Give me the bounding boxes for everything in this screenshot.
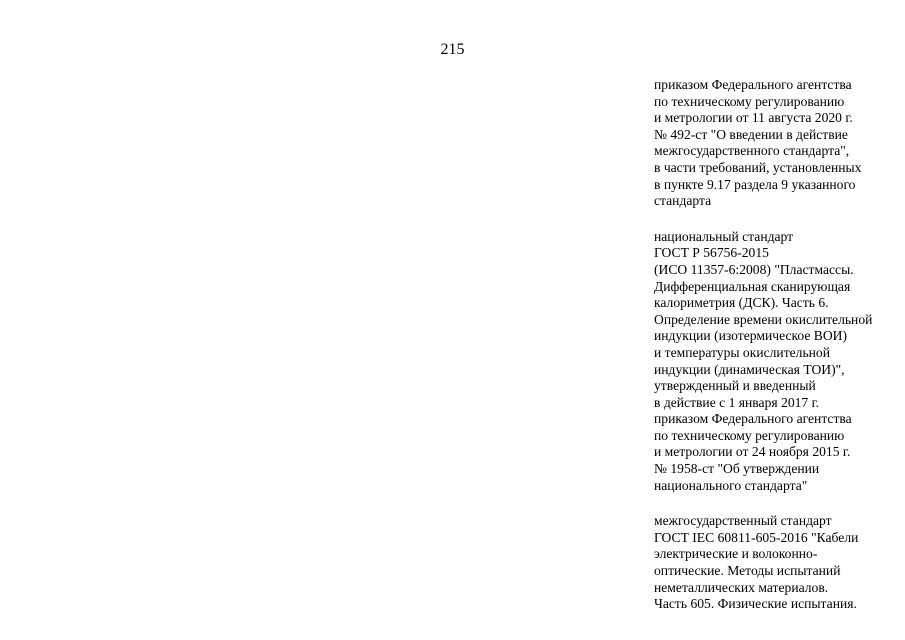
text-line: межгосударственного стандарта",: [654, 143, 850, 159]
paragraph-gost-r-56756: [654, 229, 899, 495]
text-line: калориметрия (ДСК). Часть 6.: [654, 295, 829, 311]
text-line: электрические и волоконно-: [654, 546, 818, 562]
text-line: Определение времени окислительной: [654, 311, 873, 327]
text-line: Часть 605. Физические испытания.: [654, 596, 857, 612]
text-line: № 1958-ст "Об утверждении: [654, 461, 820, 477]
text-line: утвержденный и введенный: [654, 378, 816, 394]
paragraph-gost-iec-60811: [654, 513, 899, 613]
text-column: [654, 77, 899, 632]
text-line: индукции (динамическая ТОИ)",: [654, 361, 845, 377]
text-line: национального стандарта": [654, 477, 808, 493]
text-line: № 492-ст "О введении в действие: [654, 126, 848, 142]
text-line: ГОСТ Р 56756-2015: [654, 245, 769, 261]
text-line: по техническому регулированию: [654, 93, 845, 109]
text-line: национальный стандарт: [654, 228, 794, 244]
text-line: и метрологии от 24 ноября 2015 г.: [654, 444, 851, 460]
text-line: приказом Федерального агентства: [654, 77, 852, 92]
text-line: ГОСТ IEC 60811-605-2016 "Кабели: [654, 529, 859, 545]
text-line: в части требований, установленных: [654, 159, 862, 175]
text-line: стандарта: [654, 193, 712, 209]
text-line: в пункте 9.17 раздела 9 указанного: [654, 176, 856, 192]
text-line: индукции (изотермическое ВОИ): [654, 328, 848, 344]
text-line: (ИСО 11357-6:2008) "Пластмассы.: [654, 261, 854, 277]
text-line: оптические. Методы испытаний: [654, 563, 841, 579]
paragraph-order-492-st: [654, 77, 899, 210]
text-line: приказом Федерального агентства: [654, 411, 852, 427]
page-number: 215: [440, 41, 465, 58]
text-line: и температуры окислительной: [654, 344, 830, 360]
text-line: межгосударственный стандарт: [654, 513, 832, 529]
text-line: Дифференциальная сканирующая: [654, 278, 851, 294]
text-line: неметаллических материалов.: [654, 579, 829, 595]
text-line: в действие с 1 января 2017 г.: [654, 394, 820, 410]
text-line: по техническому регулированию: [654, 427, 845, 443]
text-line: и метрологии от 11 августа 2020 г.: [654, 110, 853, 126]
